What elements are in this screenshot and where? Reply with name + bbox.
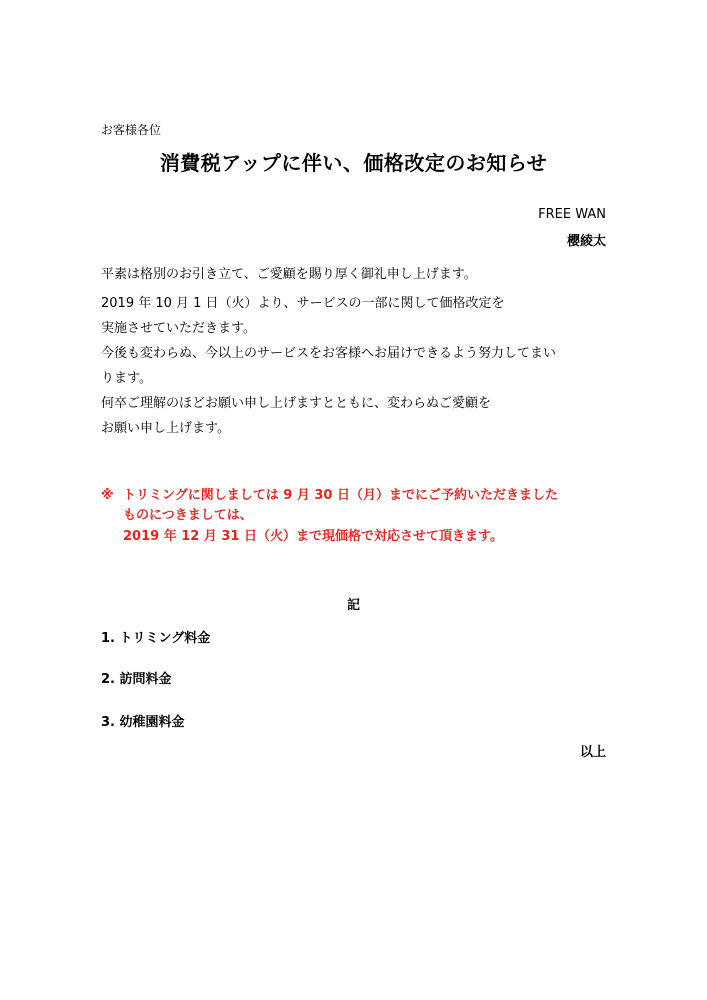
list-item: 1. トリミング料金 [101,631,211,646]
body-line: 何卒ご理解のほどお願い申し上げますとともに、変わらぬご愛顧を [101,396,492,411]
body-line: 平素は格別のお引き立て、ご愛顧を賜り厚く御礼申し上げます。 [101,267,477,282]
notice-line: ものにつきましては、 [123,508,253,523]
body-line: ります。 [101,371,152,386]
list-item: 3. 幼稚園料金 [101,715,185,730]
closing-mark: 以上 [579,745,606,760]
notice-line: 2019 年 12 月 31 日（火）まで現価格で対応させて頂きます。 [123,529,503,544]
body-line: 今後も変わらぬ、今以上のサービスをお客様へお届けできるよう努力してまい [101,346,557,361]
body-line: 2019 年 10 月 1 日（火）より、サービスの一部に関して価格改定を [101,296,505,311]
list-item: 2. 訪問料金 [101,672,172,687]
body-line: 実施させていただきます。 [101,321,256,336]
sender-name: 櫻綾太 [566,234,606,249]
ki-heading: 記 [346,598,360,613]
page-title: 消費税アップに伴い、価格改定のお知らせ [159,151,548,175]
notice-line: トリミングに関しましては 9 月 30 日（月）までにご予約いただきました [123,488,558,503]
body-line: お願い申し上げます。 [101,421,230,436]
sender-company: FREE WAN [538,207,606,222]
salutation: お客様各位 [101,123,162,137]
notice-mark: ※ [101,488,114,503]
